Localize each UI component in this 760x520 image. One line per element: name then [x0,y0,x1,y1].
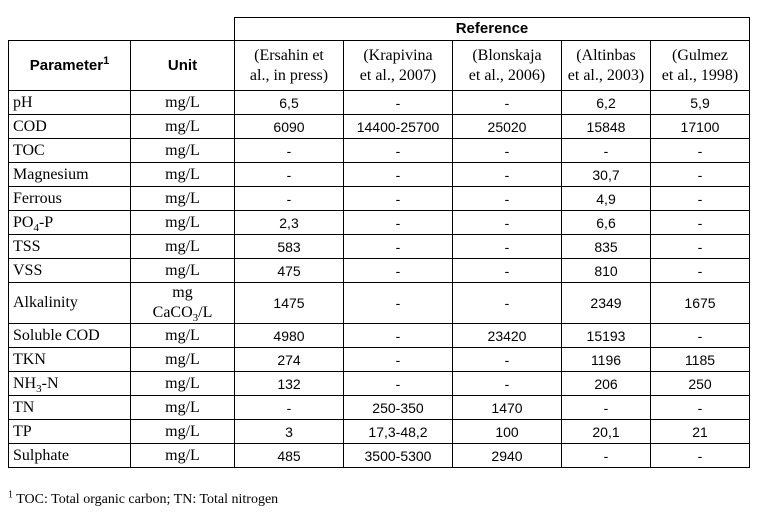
unit-text: mg/L [165,350,200,368]
unit-tail: /L [198,304,213,321]
unit-cell [131,348,235,372]
reference-header-line: al., in press) [249,66,329,84]
parameter-name: TKN [13,350,46,368]
table-row [9,139,750,163]
parameter-name: Ferrous [13,189,62,207]
value-cell: - [453,139,562,163]
unit-text: mg/L [165,189,200,207]
value-cell: - [562,139,651,163]
value-cell: - [453,163,562,187]
value-cell: 1470 [453,396,562,420]
parameter-cell [9,324,131,348]
value-cell: - [344,235,453,259]
value-cell: 15193 [562,324,651,348]
unit-cell [131,444,235,468]
table-footnote [8,489,279,508]
unit-text: mg/L [165,374,200,392]
value-cell: - [344,283,453,324]
table-row [9,259,750,283]
header-row-reference [9,18,750,41]
parameter-cell [9,420,131,444]
parameter-cell [9,139,131,163]
value-cell: 20,1 [562,420,651,444]
parameter-cell [9,348,131,372]
value-cell: - [235,396,344,420]
value-cell: 17100 [651,115,750,139]
parameter-name: pH [13,93,33,111]
reference-column-header [562,41,651,91]
reference-header-line: et al., 2003) [567,66,645,84]
unit-cell [131,187,235,211]
reference-header-line: et al., 2007) [359,66,437,84]
value-cell: - [344,324,453,348]
reference-header-line: et al., 1998) [661,66,739,84]
value-cell: - [235,163,344,187]
value-cell: 6090 [235,115,344,139]
value-cell: 250 [651,372,750,396]
unit-cell [131,211,235,235]
reference-column-header [235,41,344,91]
parameter-name: TN [13,398,35,416]
unit-text: mg/L [165,141,200,159]
value-cell: - [453,283,562,324]
value-cell: - [344,163,453,187]
unit-text: mg [172,284,193,301]
value-cell: 25020 [453,115,562,139]
parameter-name-tail: -P [38,213,54,231]
value-cell: - [235,139,344,163]
footnote-mark: 1 [8,489,13,501]
parameter-name: TP [13,422,32,440]
unit-text: mg/L [165,446,200,464]
value-cell: - [651,187,750,211]
parameter-name: PO [13,213,34,231]
value-cell: - [651,259,750,283]
value-cell: - [651,211,750,235]
value-cell: 5,9 [651,91,750,115]
unit-text: mg/L [165,237,200,255]
parameter-cell [9,259,131,283]
unit-cell [131,372,235,396]
value-cell: 2349 [562,283,651,324]
parameter-name: COD [13,117,47,135]
value-cell: 1196 [562,348,651,372]
value-cell: 1475 [235,283,344,324]
value-cell: 810 [562,259,651,283]
value-cell: - [344,211,453,235]
unit-text: mg/L [165,326,200,344]
unit-text: mg/L [165,398,200,416]
value-cell: 835 [562,235,651,259]
value-cell: - [651,163,750,187]
parameter-header-label: Parameter [29,56,104,74]
reference-header: Reference [235,18,750,41]
value-cell: - [651,444,750,468]
value-cell: 2,3 [235,211,344,235]
unit-cell [131,324,235,348]
unit-cell [131,235,235,259]
value-cell: 100 [453,420,562,444]
table-row [9,420,750,444]
reference-header-line: (Krapivina [363,46,433,64]
parameter-name: Alkalinity [13,294,78,311]
parameter-footnote-mark: 1 [103,54,110,67]
value-cell: 583 [235,235,344,259]
parameter-cell [9,235,131,259]
value-cell: - [453,187,562,211]
table-row [9,163,750,187]
unit-cell [131,163,235,187]
value-cell: - [562,444,651,468]
reference-header-line: et al., 2006) [468,66,546,84]
value-cell: 2940 [453,444,562,468]
reference-header-line: (Ersahin et [254,46,324,64]
unit-cell [131,396,235,420]
value-cell: 206 [562,372,651,396]
value-cell: 3 [235,420,344,444]
value-cell: - [453,259,562,283]
value-cell: 4980 [235,324,344,348]
parameter-name: TOC [13,141,45,159]
table-row [9,211,750,235]
unit-cell [131,283,235,324]
unit-text: mg/L [165,261,200,279]
reference-column-header [453,41,562,91]
value-cell: 23420 [453,324,562,348]
table-row [9,91,750,115]
value-cell: 250-350 [344,396,453,420]
parameter-name: TSS [13,237,41,255]
reference-header-line: (Blonskaja [472,46,542,64]
parameter-subscript: 3 [36,382,42,395]
parameter-name-tail: -N [41,374,59,392]
value-cell: - [344,91,453,115]
value-cell: 1675 [651,283,750,324]
unit-subscript: 3 [192,312,199,324]
unit-text: mg/L [165,93,200,111]
table-row [9,348,750,372]
table-row [9,324,750,348]
reference-header-line: (Altinbas [576,46,636,64]
parameters-table [8,17,750,468]
table-row [9,235,750,259]
value-cell: - [344,139,453,163]
unit-text: mg/L [165,165,200,183]
unit-compound: CaCO [152,304,193,321]
parameter-subscript: 4 [33,221,39,234]
value-cell: 6,2 [562,91,651,115]
parameter-name: Sulphate [13,446,69,464]
value-cell: - [453,372,562,396]
value-cell: - [453,348,562,372]
parameter-cell [9,372,131,396]
value-cell: 4,9 [562,187,651,211]
value-cell: - [235,187,344,211]
unit-text: mg/L [165,422,200,440]
unit-cell [131,420,235,444]
value-cell: 21 [651,420,750,444]
unit-cell [131,259,235,283]
value-cell: 274 [235,348,344,372]
parameter-cell [9,163,131,187]
table-row [9,283,750,324]
unit-header: Unit [131,41,235,91]
table-row [9,372,750,396]
value-cell: - [651,396,750,420]
reference-header-line: (Gulmez [672,46,728,64]
header-row-columns [9,41,750,91]
parameter-cell [9,91,131,115]
parameter-cell [9,115,131,139]
reference-column-header [651,41,750,91]
value-cell: - [344,259,453,283]
value-cell: 1185 [651,348,750,372]
value-cell: 17,3-48,2 [344,420,453,444]
value-cell: 132 [235,372,344,396]
value-cell: 30,7 [562,163,651,187]
table-row [9,396,750,420]
value-cell: - [651,235,750,259]
value-cell: - [651,139,750,163]
parameter-name: VSS [13,261,43,279]
unit-cell [131,139,235,163]
reference-column-header [344,41,453,91]
value-cell: - [344,348,453,372]
value-cell: 475 [235,259,344,283]
value-cell: - [344,372,453,396]
value-cell: 6,6 [562,211,651,235]
parameter-name: Soluble COD [13,326,100,344]
parameter-cell [9,283,131,324]
parameter-cell [9,211,131,235]
parameter-cell [9,396,131,420]
parameter-cell [9,187,131,211]
parameter-cell [9,444,131,468]
header-blank-cell [9,18,235,41]
parameter-name: NH [13,374,37,392]
footnote-text: TOC: Total organic carbon; TN: Total nitrogen [13,492,279,507]
value-cell: - [453,91,562,115]
value-cell: - [453,211,562,235]
value-cell: 15848 [562,115,651,139]
value-cell: - [453,235,562,259]
table-row [9,444,750,468]
unit-text-line2 [133,303,232,323]
unit-cell [131,115,235,139]
unit-cell [131,91,235,115]
value-cell: 3500-5300 [344,444,453,468]
parameters-table-wrapper [8,17,750,468]
value-cell: 14400-25700 [344,115,453,139]
unit-text: mg/L [165,213,200,231]
parameter-name: Magnesium [13,165,89,183]
value-cell: 485 [235,444,344,468]
parameter-header [9,41,131,91]
table-row [9,187,750,211]
value-cell: - [651,324,750,348]
value-cell: - [344,187,453,211]
table-row [9,115,750,139]
unit-text: mg/L [165,117,200,135]
value-cell: 6,5 [235,91,344,115]
value-cell: - [562,396,651,420]
